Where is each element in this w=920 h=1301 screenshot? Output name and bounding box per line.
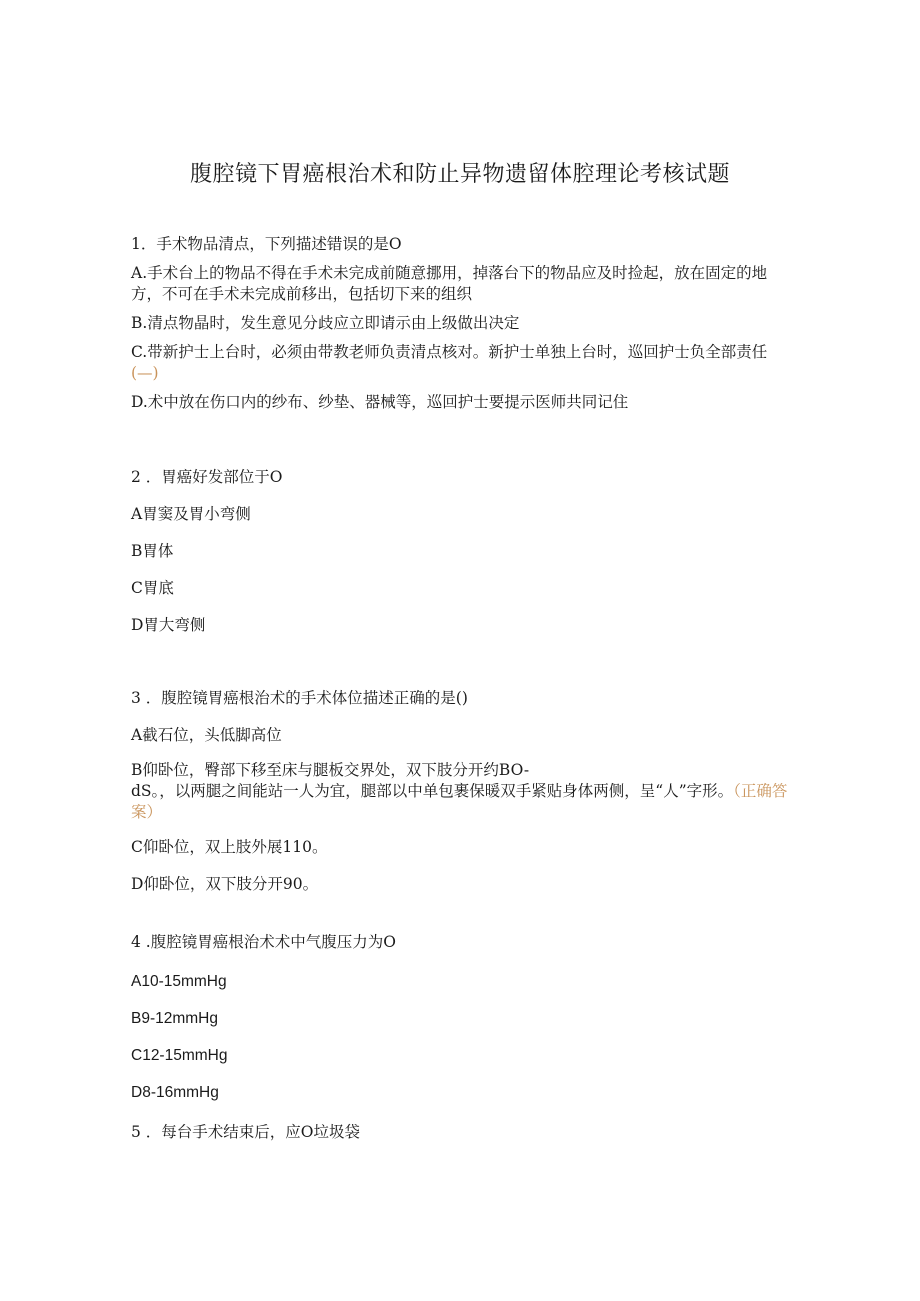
option-b <box>131 760 791 823</box>
option-c: C12-15mmHg <box>131 1047 228 1064</box>
option-c-text: C.带新护士上台时，必须由带教老师负责清点核对。新护士单独上台时，巡回护士负全部责任 <box>131 343 768 361</box>
option-c: C胃底 <box>131 579 174 597</box>
option-a: A10-15mmHg <box>131 973 227 990</box>
question-stem: 1．手术物品清点，下列描述错误的是O <box>131 235 402 253</box>
option-c <box>131 342 791 384</box>
option-b: B9-12mmHg <box>131 1010 218 1027</box>
question-2 <box>131 467 791 636</box>
option-a: A截石位，头低脚高位 <box>131 726 282 744</box>
option-a: A胃窦及胃小弯侧 <box>131 505 251 523</box>
question-4 <box>131 932 791 1103</box>
option-a: A.手术台上的物品不得在手术未完成前随意挪用，掉落台下的物品应及时捡起，放在固定的地方，不可在手术未完成前移出，包括切下来的组织 <box>131 264 768 303</box>
question-3 <box>131 688 791 895</box>
option-d: D8-16mmHg <box>131 1084 219 1101</box>
option-b: B.清点物晶时，发生意见分歧应立即请示由上级做出决定 <box>131 314 520 332</box>
option-d: D仰卧位，双下肢分开90。 <box>131 875 319 893</box>
option-d: D.术中放在伤口内的纱布、纱垫、器械等，巡回护士要提示医师共同记住 <box>131 393 629 411</box>
option-d: D胃大弯侧 <box>131 616 206 634</box>
option-c: C仰卧位，双上肢外展110。 <box>131 838 328 856</box>
option-b-continuation: dS。，以两腿之间能站一人为宜，腿部以中单包裹保暖双手紧贴身体两侧，呈“人”字形。 <box>131 782 734 800</box>
question-1 <box>131 234 791 413</box>
question-stem: 3 ．腹腔镜胃癌根治术的手术体位描述正确的是() <box>131 689 468 707</box>
answer-note: (—) <box>131 364 159 382</box>
question-5 <box>131 1122 791 1143</box>
option-b-text: B仰卧位，臀部下移至床与腿板交界处，双下肢分开约BO- <box>131 761 530 779</box>
question-stem: 2 ．胃癌好发部位于O <box>131 468 283 486</box>
question-stem: 4 .腹腔镜胃癌根治术术中气腹压力为O <box>131 933 396 951</box>
correct-answer-note: （正确答案） <box>131 782 788 821</box>
question-stem: 5 ．每台手术结束后，应O垃圾袋 <box>131 1123 360 1141</box>
page-title: 腹腔镜下胃癌根治术和防止异物遗留体腔理论考核试题 <box>189 162 730 187</box>
option-b: B胃体 <box>131 542 174 560</box>
